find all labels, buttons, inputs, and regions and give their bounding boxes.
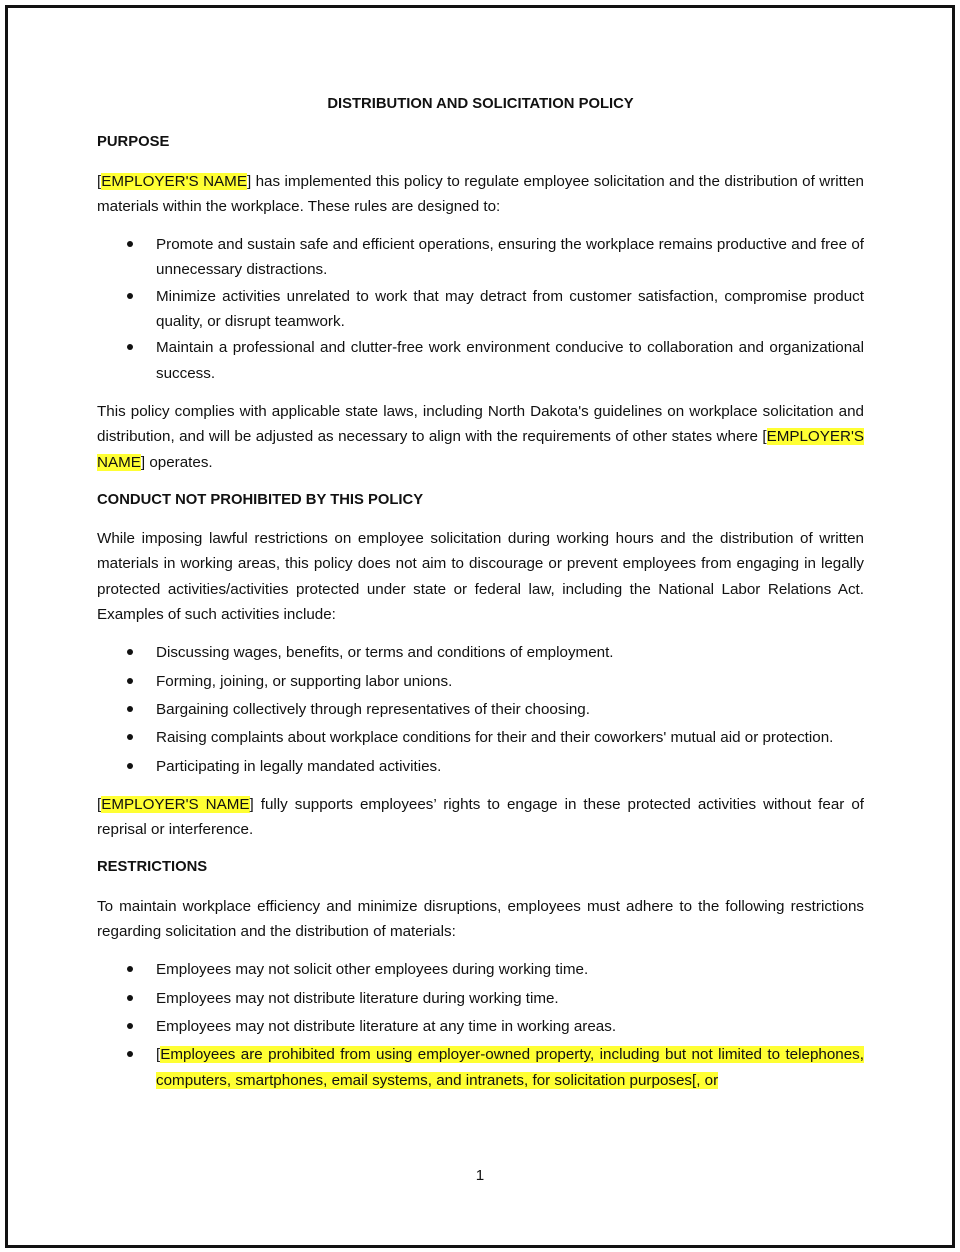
page-number: 1 (475, 1167, 485, 1184)
list-item: Maintain a professional and clutter-free work environment conducive to collaboration and organizational success. (97, 335, 864, 386)
list-item: Participating in legally mandated activities. (97, 754, 864, 779)
bullet-icon (127, 966, 133, 972)
employer-name-placeholder: EMPLOYER'S NAME (101, 795, 250, 813)
purpose-heading: PURPOSE (97, 134, 170, 151)
bullet-icon (127, 706, 133, 712)
list-item: Bargaining collectively through representatives of their choosing. (97, 697, 864, 722)
restrictions-heading: RESTRICTIONS (97, 859, 208, 876)
bullet-icon (127, 678, 133, 684)
restrictions-intro: To maintain workplace efficiency and minimize disruptions, employees must adhere to the following restrictions regarding solicitation and the distribution of materials: (97, 897, 864, 941)
highlighted-restriction: Employees are prohibited from using employer-owned property, including but not limited to telephones, computers, smartphones, email systems, and intranets, for solicitation purposes[, or (156, 1046, 864, 1089)
list-item: [Employees are prohibited from using employer-owned property, including but not limited to telephones, computers, smartphones, email systems, and intranets, for solicitation purposes[, or (97, 1042, 864, 1093)
list-item: Promote and sustain safe and efficient operations, ensuring the workplace remains productive and free of unnecessary distractions. (97, 232, 864, 283)
compliance-paragraph: This policy complies with applicable state laws, including North Dakota's guidelines on workplace solicitation and distribution, and will be adjusted as necessary to align with the requirements of other states where [EMPLOYER'S NAME] operates. (97, 402, 864, 471)
list-item: Raising complaints about workplace conditions for their and their coworkers' mutual aid or protection. (97, 725, 864, 750)
restrictions-list (97, 957, 864, 1092)
purpose-intro: [EMPLOYER'S NAME] has implemented this policy to regulate employee solicitation and the distribution of written materials within the workplace. These rules are designed to: (97, 172, 864, 215)
employer-name-placeholder: EMPLOYER'S NAME (97, 428, 864, 471)
bullet-icon (127, 763, 133, 769)
bullet-icon (127, 293, 133, 299)
purpose-list (97, 232, 864, 386)
bullet-icon (127, 1051, 133, 1057)
list-item: Employees may not solicit other employees during working time. (97, 957, 864, 982)
bullet-icon (127, 649, 133, 655)
employer-name-placeholder: EMPLOYER'S NAME (101, 172, 247, 190)
list-item: Discussing wages, benefits, or terms and conditions of employment. (97, 640, 864, 665)
list-item: Employees may not distribute literature during working time. (97, 986, 864, 1011)
purpose-intro-text: ] has implemented this policy to regulate employee solicitation and the distribution of written materials within the workplace. These rules are designed to: (97, 172, 864, 215)
bullet-icon (127, 344, 133, 350)
document-page (97, 92, 864, 1106)
bullet-icon (127, 734, 133, 740)
conduct-list (97, 640, 864, 778)
list-item: Minimize activities unrelated to work that may detract from customer satisfaction, compromise product quality, or disrupt teamwork. (97, 284, 864, 335)
support-paragraph: [EMPLOYER'S NAME] fully supports employees’ rights to engage in these protected activities without fear of reprisal or interference. (97, 795, 864, 839)
bullet-icon (127, 1023, 133, 1029)
list-item: Employees may not distribute literature at any time in working areas. (97, 1014, 864, 1039)
list-item: Forming, joining, or supporting labor unions. (97, 669, 864, 694)
bullet-icon (127, 241, 133, 247)
bullet-icon (127, 995, 133, 1001)
conduct-heading: CONDUCT NOT PROHIBITED BY THIS POLICY (97, 491, 424, 508)
document-title: DISTRIBUTION AND SOLICITATION POLICY (327, 96, 634, 112)
conduct-intro: While imposing lawful restrictions on employee solicitation during working hours and the distribution of written materials in working areas, this policy does not aim to discourage or prevent employees from engaging in legally protected activities/activities protected under state or federal law, including the National Labor Relations Act. Examples of such activities include: (97, 530, 864, 624)
